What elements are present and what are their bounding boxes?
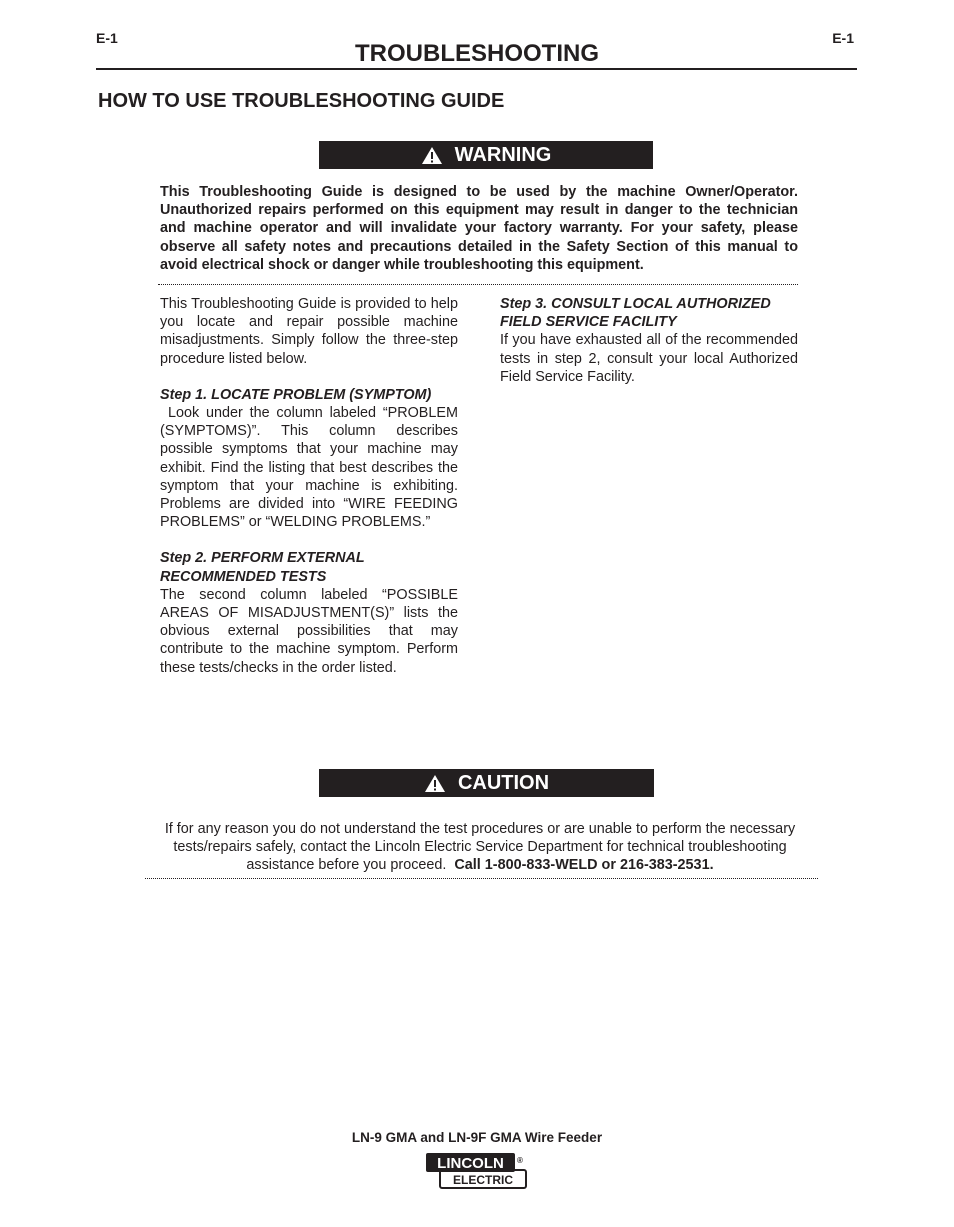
step-2-heading-line2: RECOMMENDED TESTS <box>160 568 327 585</box>
title-rule <box>96 68 857 70</box>
warning-triangle-icon <box>424 774 446 793</box>
svg-text:ELECTRIC: ELECTRIC <box>453 1173 513 1187</box>
step-3-heading-line2: FIELD SERVICE FACILITY <box>500 314 677 331</box>
lincoln-electric-logo <box>425 1152 529 1195</box>
page-title: TROUBLESHOOTING <box>355 40 599 67</box>
warning-label: WARNING <box>454 143 552 166</box>
step-3-body: If you have exhausted all of the recommended tests in step 2, consult your local Authorized Field Service Facility. <box>500 332 798 385</box>
footer-product-name: LN-9 GMA and LN-9F GMA Wire Feeder <box>351 1130 603 1145</box>
warning-triangle-icon <box>421 146 443 165</box>
step-2-heading-line1: Step 2. PERFORM EXTERNAL <box>160 550 365 567</box>
caution-label: CAUTION <box>457 771 550 794</box>
right-column <box>500 295 798 386</box>
page-number-left: E-1 <box>96 30 118 46</box>
caution-text <box>140 820 820 875</box>
step-1-body: Look under the column labeled “PROBLEM (SYMPTOMS)”. This column describes possible symptoms that your machine may exhibit. Find the listing that best describes the symptom that your machine is exhibiting. Problems are divided into “WIRE FEEDING PROBLEMS” or “WELDING PROBLEMS.” <box>160 405 458 531</box>
warning-banner <box>319 141 653 169</box>
dotted-divider <box>145 878 818 879</box>
step-2-body: The second column labeled “POSSIBLE AREAS OF MISADJUSTMENT(S)” lists the obvious external possibilities that may contribute to the machine symptom. Perform these tests/checks in the order listed. <box>160 586 458 676</box>
dotted-divider <box>158 284 798 285</box>
caution-banner <box>319 769 654 797</box>
section-heading: HOW TO USE TROUBLESHOOTING GUIDE <box>98 90 505 112</box>
svg-text:®: ® <box>517 1156 523 1165</box>
caution-phone: Call 1-800-833-WELD or 216-383-2531. <box>454 857 714 874</box>
intro-paragraph: This Troubleshooting Guide is provided to help you locate and repair possible machine misadjustments. Simply follow the three-step procedure listed below. <box>160 296 458 367</box>
step-3-heading-line1: Step 3. CONSULT LOCAL AUTHORIZED <box>500 296 771 312</box>
warning-text: This Troubleshooting Guide is designed to be used by the machine Owner/Operator. Unauthorized repairs performed on this equipment may result in danger to the technician and machine operator and will invalidate your factory warranty. For your safety, please observe all safety notes and precautions detailed in the Safety Section of this manual to avoid electrical shock or danger while troubleshooting this equipment. <box>160 184 798 273</box>
svg-text:LINCOLN: LINCOLN <box>437 1155 504 1172</box>
caution-body: If for any reason you do not understand the test procedures or are unable to perform the necessary tests/repairs safely, contact the Lincoln Electric Service Department for technical troubleshooting assistance before you proceed. <box>164 821 796 874</box>
left-column <box>160 295 458 677</box>
step-1-heading: Step 1. LOCATE PROBLEM (SYMPTOM) <box>160 386 432 403</box>
page-number-right: E-1 <box>832 30 854 46</box>
